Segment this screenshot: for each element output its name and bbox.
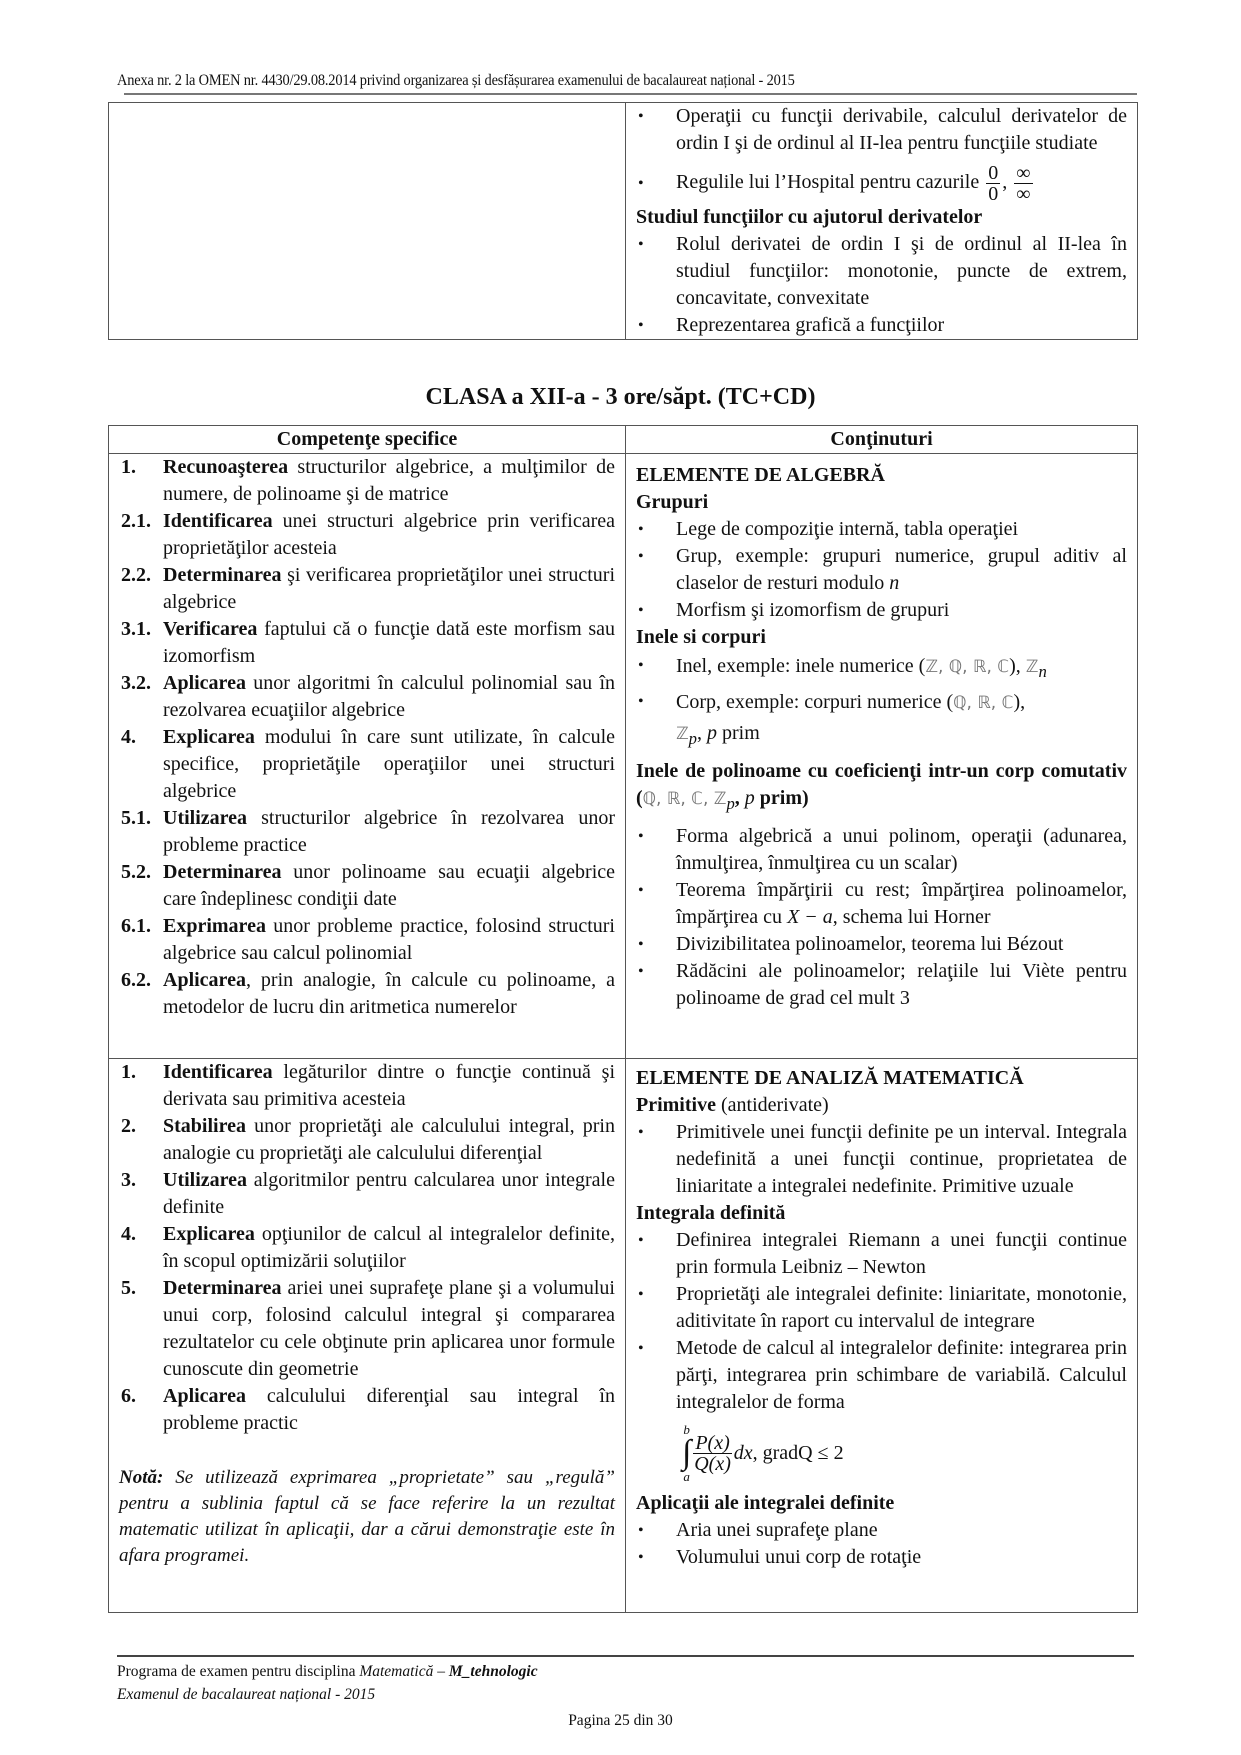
list-item: • Morfism şi izomorfism de grupuri bbox=[636, 597, 1127, 624]
bullet-icon: • bbox=[638, 1522, 644, 1539]
list-item: • Reprezentarea grafică a funcţiilor bbox=[636, 312, 1127, 339]
list-item: • Inel, exemple: inele numerice (ℤ, ℚ, ℝ, ℂ), ℤ$_n$ bbox=[636, 651, 1127, 687]
integral-formula: b ∫ a $\frac{P(x)}{Q(x)}$ dx , gradQ ≤ 2 bbox=[682, 1422, 844, 1484]
analysis-contents-cell bbox=[626, 1059, 1138, 1613]
competence-item: 3. Utilizarea algoritmilor pentru calcularea unor integrale definite bbox=[121, 1169, 615, 1218]
page-number: Pagina 25 din 30 bbox=[568, 1712, 673, 1729]
footer-exam-line: Examenul de bacalaureat național - 2015 bbox=[117, 1686, 376, 1703]
list-item: • Metode de calcul al integralelor definite: integrarea prin părţi, integrarea prin schimbare de variabilă. Calculul integralelor de forma bbox=[636, 1335, 1127, 1416]
column-header-contents: Conţinuturi bbox=[626, 426, 1138, 454]
competence-item: 1. Recunoaşterea structurilor algebrice, a mulţimilor de numere, de polinoame şi de matrice bbox=[121, 456, 615, 505]
list-item: • Rolul derivatei de ordin I şi de ordinul al II-lea în studiul funcţiilor: monotonie, puncte de extrem, concavitate, convexitate bbox=[636, 231, 1127, 312]
competence-item: 2.2. Determinarea şi verificarea proprietăţilor unei structuri algebrice bbox=[121, 564, 615, 613]
subsection-heading: Grupuri bbox=[636, 491, 709, 513]
competence-item: 6.1. Exprimarea unor probleme practice, folosind structuri algebrice sau calcul polinomial bbox=[121, 915, 615, 964]
bullet-icon: • bbox=[638, 236, 644, 253]
list-item: • Lege de compoziţie internă, tabla operaţiei bbox=[636, 516, 1127, 543]
list-item: • Corp, exemple: corpuri numerice (ℚ, ℝ, ℂ), ℤ$_p$, p prim bbox=[636, 687, 1127, 754]
competence-item: 2. Stabilirea unor proprietăţi ale calculului integral, prin analogie cu proprietăţi ale calculului diferenţial bbox=[121, 1115, 615, 1164]
competence-item: 3.2. Aplicarea unor algoritmi în calculul polinomial sau în rezolvarea ecuaţiilor algebrice bbox=[121, 672, 615, 721]
subsection-heading: Aplicaţii ale integralei definite bbox=[636, 1492, 895, 1514]
continuation-table bbox=[108, 102, 1138, 340]
list-item: • Divizibilitatea polinoamelor, teorema lui Bézout bbox=[636, 931, 1127, 958]
subsection-heading: Inele de polinoame cu coeficienţi intr-un corp comutativ (ℚ, ℝ, ℂ, ℤ$_p$, p prim) bbox=[636, 760, 1127, 813]
list-item: • Volumului unui corp de rotaţie bbox=[636, 1544, 1127, 1571]
bullet-icon: • bbox=[638, 1286, 644, 1303]
section-title: ELEMENTE DE ANALIZĂ MATEMATICĂ bbox=[636, 1067, 1024, 1089]
bullet-icon: • bbox=[638, 175, 644, 192]
competence-item: 6. Aplicarea calculului diferenţial sau integral în probleme practic bbox=[121, 1385, 615, 1434]
bullet-icon: • bbox=[638, 521, 644, 538]
bullet-icon: • bbox=[638, 548, 644, 565]
bullet-icon: • bbox=[638, 317, 644, 334]
bullet-icon: • bbox=[638, 657, 644, 674]
list-item: • Proprietăţi ale integralei definite: liniaritate, monotonie, aditivitate în raport cu intervalul de integrare bbox=[636, 1281, 1127, 1335]
list-item: • Forma algebrică a unui polinom, operaţii (adunarea, înmulţirea, înmulţirea cu un scalar) bbox=[636, 823, 1127, 877]
list-item: • Operaţii cu funcţii derivabile, calculul derivatelor de ordin I şi de ordinul al II-lea pentru funcţiile studiate bbox=[636, 103, 1127, 157]
competence-item: 5.1. Utilizarea structurilor algebrice în rezolvarea unor probleme practice bbox=[121, 807, 615, 856]
fraction-inf-over-inf: $\frac{\infty}{\infty}$ bbox=[1016, 162, 1031, 205]
section-title: ELEMENTE DE ALGEBRĂ bbox=[636, 464, 885, 486]
note-label: Notă: bbox=[119, 1467, 164, 1488]
competence-item: 2.1. Identificarea unei structuri algebrice prin verificarea proprietăţilor acesteia bbox=[121, 510, 615, 559]
footer-program-line: Programa de examen pentru disciplina Matematică – M_tehnologic bbox=[117, 1663, 538, 1680]
list-item: • Definirea integralei Riemann a unei funcţii continue prin formula Leibniz – Newton bbox=[636, 1227, 1127, 1281]
list-item: • Teorema împărţirii cu rest; împărţirea polinoamelor, împărţirea cu X − a, schema lui Horner bbox=[636, 877, 1127, 931]
empty-competences-cell bbox=[109, 103, 626, 340]
fraction-zero-over-zero: $\frac{0}{0}$ bbox=[988, 162, 999, 205]
bullet-icon: • bbox=[638, 1232, 644, 1249]
footer-divider bbox=[117, 1655, 1134, 1657]
page-header: Anexa nr. 2 la OMEN nr. 4430/29.08.2014 privind organizarea și desfășurarea examenului de bacalaureat național - 2015 bbox=[117, 72, 795, 89]
algebra-contents-cell bbox=[626, 454, 1138, 1059]
note-paragraph: Notă: Se utilizează exprimarea „proprietate” sau „regulă” pentru a sublinia faptul că se face referire la un rezultat matematic utilizat în aplicaţii, dar a cărui demonstraţie este în afara programei. bbox=[119, 1467, 615, 1566]
list-item: • Regulile lui l’Hospital pentru cazurile $\frac{0}{0}$ , $\frac{\infty}{\infty}$ bbox=[638, 162, 1031, 205]
bullet-icon: • bbox=[638, 108, 644, 125]
bullet-icon: • bbox=[638, 828, 644, 845]
bullet-icon: • bbox=[638, 1549, 644, 1566]
list-item: • Grup, exemple: grupuri numerice, grupul aditiv al claselor de resturi modulo n bbox=[636, 543, 1127, 597]
bullet-icon: • bbox=[638, 963, 644, 980]
header-divider bbox=[124, 93, 1137, 95]
analysis-competences-cell bbox=[109, 1059, 626, 1613]
competence-item: 4. Explicarea opţiunilor de calcul al integralelor definite, în scopul optimizării soluţiilor bbox=[121, 1223, 615, 1272]
list-item: • Primitivele unei funcţii definite pe un interval. Integrala nedefinită a unei funcţii continue, proprietatea de liniaritate a integralei nedefinite. Primitive uzuale bbox=[636, 1119, 1127, 1200]
bullet-icon: • bbox=[638, 602, 644, 619]
section-heading: Studiul funcţiilor cu ajutorul derivatelor bbox=[636, 206, 983, 228]
curriculum-table bbox=[108, 425, 1138, 1613]
competence-item: 5. Determinarea ariei unei suprafeţe plane şi a volumului unui corp, folosind calculul integral şi compararea rezultatelor cu cele obţinute prin aplicarea unor formule cunoscute din geometrie bbox=[121, 1277, 615, 1380]
competence-item: 5.2. Determinarea unor polinoame sau ecuaţii algebrice care îndeplinesc condiţii date bbox=[121, 861, 615, 910]
bullet-icon: • bbox=[638, 1340, 644, 1357]
subsection-heading: Inele si corpuri bbox=[636, 626, 766, 648]
subsection-heading: Primitive (antiderivate) bbox=[636, 1094, 829, 1116]
competence-item: 3.1. Verificarea faptului că o funcţie dată este morfism sau izomorfism bbox=[121, 618, 615, 667]
competence-item: 6.2. Aplicarea, prin analogie, în calcule cu polinoame, a metodelor de lucru din aritmetica numerelor bbox=[121, 969, 615, 1018]
continuation-content-cell bbox=[626, 103, 1138, 340]
list-item: • Aria unei suprafeţe plane bbox=[636, 1517, 1127, 1544]
bullet-icon: • bbox=[638, 693, 644, 710]
competence-item: 4. Explicarea modului în care sunt utilizate, în calcule specifice, proprietăţile operaţiilor unei structuri algebrice bbox=[121, 726, 615, 802]
class-title: CLASA a XII-a - 3 ore/săpt. (TC+CD) bbox=[425, 384, 816, 410]
list-item: • Rădăcini ale polinoamelor; relaţiile lui Viète pentru polinoame de grad cel mult 3 bbox=[636, 958, 1127, 1012]
bullet-icon: • bbox=[638, 936, 644, 953]
bullet-icon: • bbox=[638, 882, 644, 899]
competence-item: 1. Identificarea legăturilor dintre o funcţie continuă şi derivata sau primitiva acesteia bbox=[121, 1061, 615, 1110]
bullet-icon: • bbox=[638, 1124, 644, 1141]
subsection-heading: Integrala definită bbox=[636, 1202, 786, 1224]
integral-sign-icon: b ∫ a bbox=[682, 1422, 692, 1484]
column-header-competences: Competenţe specifice bbox=[109, 426, 626, 454]
algebra-competences-cell bbox=[109, 454, 626, 1059]
